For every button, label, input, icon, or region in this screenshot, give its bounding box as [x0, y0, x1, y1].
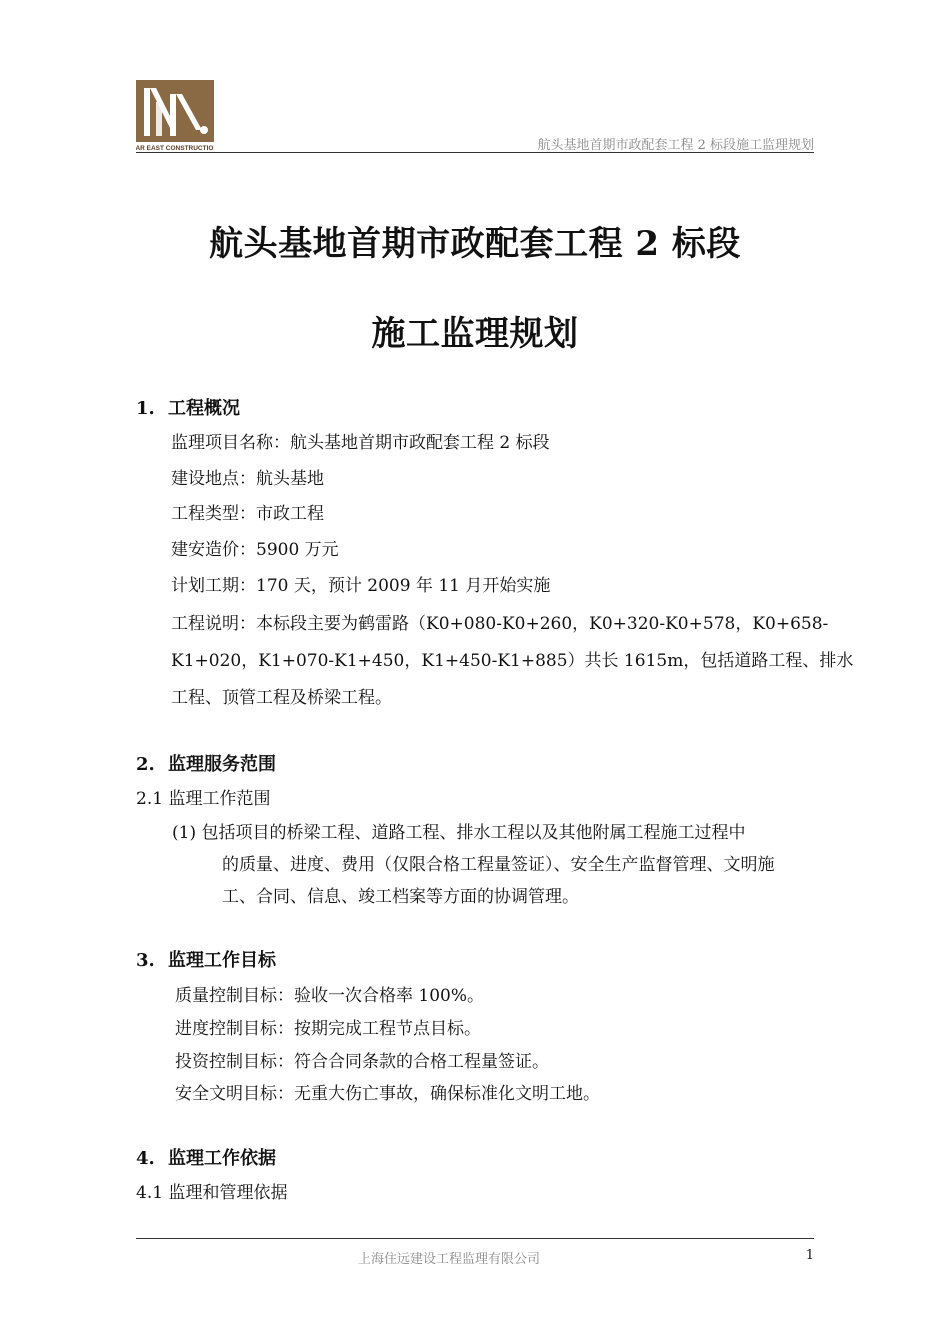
project-name-line: 监理项目名称：航头基地首期市政配套工程 2 标段	[171, 433, 550, 453]
running-title: 航头基地首期市政配套工程 2 标段施工监理规划	[537, 138, 814, 153]
section-number: 3.	[136, 950, 155, 971]
section-3-heading	[136, 946, 276, 972]
section-title: 监理工作目标	[168, 950, 276, 971]
goal-line: 安全文明目标：无重大伤亡事故，确保标准化文明工地。	[175, 1084, 600, 1104]
goal-line: 质量控制目标：验收一次合格率 100%。	[175, 986, 485, 1006]
header-divider	[136, 152, 814, 153]
cost-line: 建安造价：5900 万元	[171, 540, 339, 560]
schedule-line: 计划工期：170 天，预计 2009 年 11 月开始实施	[171, 576, 551, 596]
scope-item-line: (1) 包括项目的桥梁工程、道路工程、排水工程以及其他附属工程施工过程中	[172, 823, 746, 843]
description-line: K1+020，K1+070-K1+450，K1+450-K1+885）共长 1615m，包括道路工程、排水	[171, 651, 854, 671]
section-title: 工程概况	[168, 398, 240, 419]
document-subtitle: 施工监理规划	[371, 314, 579, 354]
section-4-heading	[136, 1144, 276, 1170]
section-number: 2.	[136, 754, 155, 775]
section-title: 监理服务范围	[168, 754, 276, 775]
section-title: 监理工作依据	[168, 1148, 276, 1169]
goal-line: 进度控制目标：按期完成工程节点目标。	[175, 1019, 481, 1039]
description-line: 工程说明：本标段主要为鹤雷路（K0+080-K0+260，K0+320-K0+578，K0+658-	[171, 614, 829, 634]
subsection-heading: 4.1 监理和管理依据	[136, 1183, 288, 1203]
scope-item-line: 的质量、进度、费用（仅限合格工程量签证）、安全生产监督管理、文明施	[222, 855, 775, 875]
section-number: 4.	[136, 1148, 155, 1169]
subsection-heading: 2.1 监理工作范围	[136, 789, 271, 809]
section-2-heading	[136, 750, 276, 776]
footer-divider	[136, 1238, 814, 1239]
page-number: 1	[805, 1248, 814, 1263]
description-line: 工程、顶管工程及桥梁工程。	[171, 688, 392, 708]
location-line: 建设地点：航头基地	[171, 469, 324, 489]
company-logo	[136, 80, 214, 152]
section-number: 1.	[136, 398, 155, 419]
logo-text: FAR EAST CONSTRUCTION	[136, 145, 214, 152]
section-1-heading	[136, 394, 240, 420]
project-type-line: 工程类型：市政工程	[171, 504, 324, 524]
goal-line: 投资控制目标：符合合同条款的合格工程量签证。	[175, 1052, 549, 1072]
scope-item-line: 工、合同、信息、竣工档案等方面的协调管理。	[222, 887, 579, 907]
footer-company: 上海住远建设工程监理有限公司	[358, 1252, 541, 1267]
document-title: 航头基地首期市政配套工程 2 标段	[209, 224, 741, 264]
